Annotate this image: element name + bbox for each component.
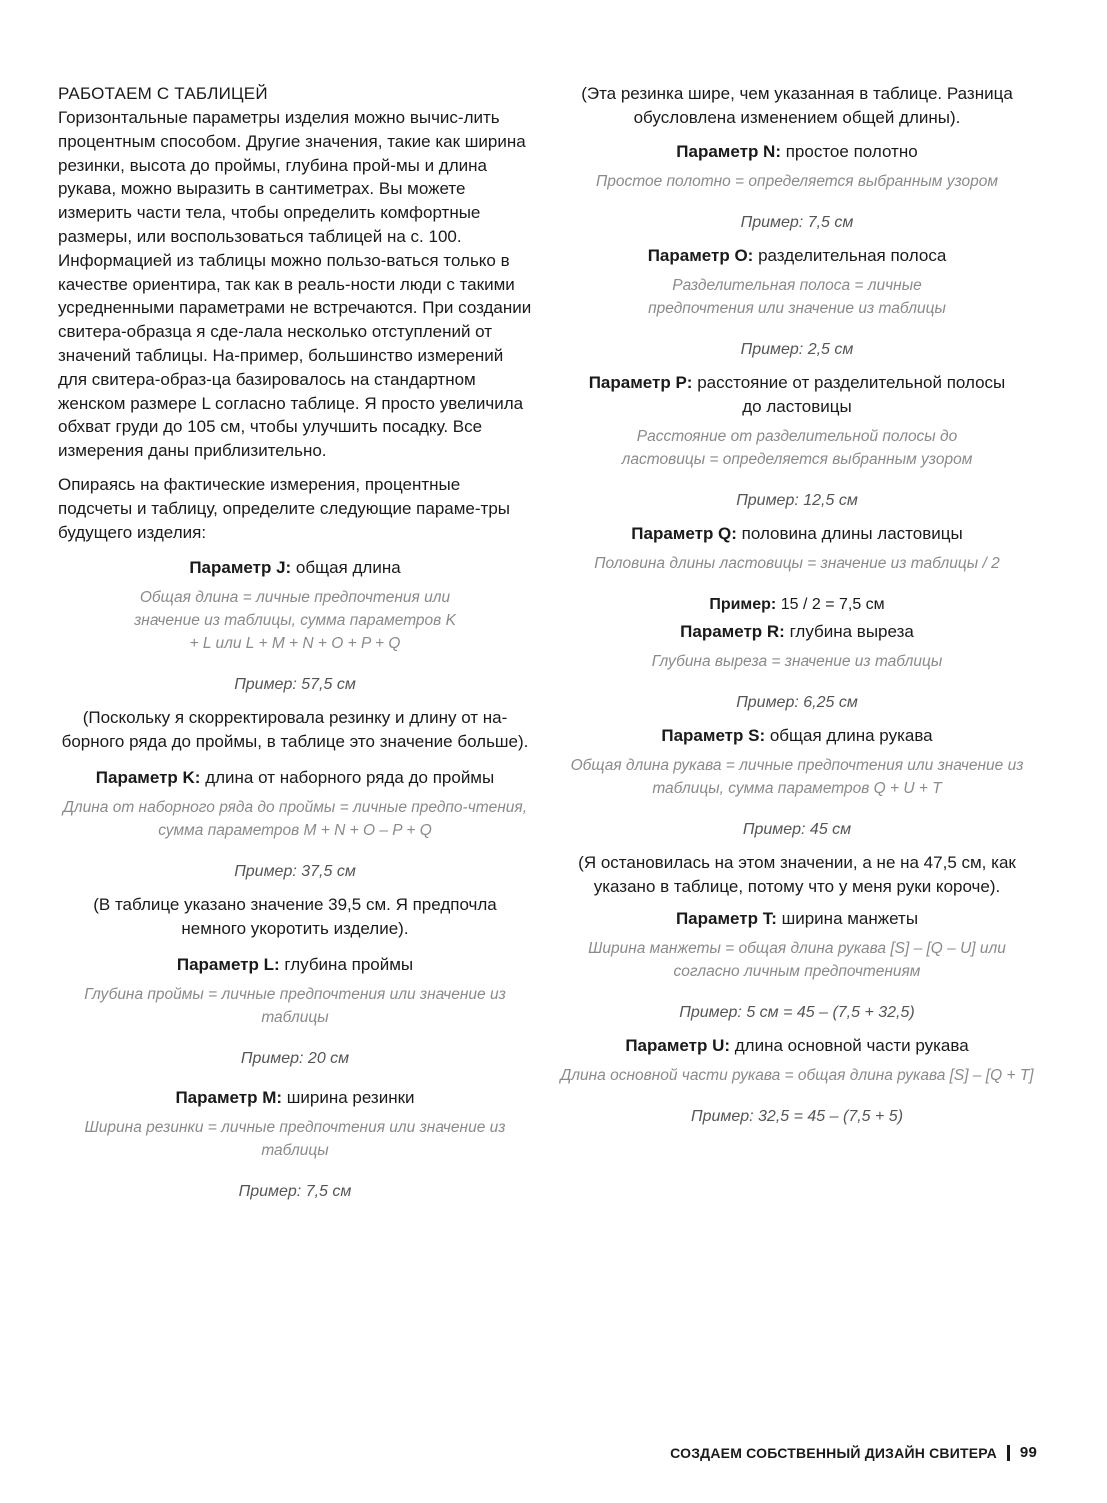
parameter-label: Параметр S: xyxy=(661,726,766,745)
parameter-name: половина длины ластовицы xyxy=(736,524,963,543)
continuation-note: (Эта резинка шире, чем указанная в таблице. Разница обусловлена изменением общей длины). xyxy=(581,84,1013,127)
parameter-label: Параметр K: xyxy=(95,768,201,788)
example-value: 15 / 2 = 7,5 см xyxy=(776,596,885,613)
parameter-name: ширина манжеты xyxy=(776,909,919,928)
parameter-formula: Глубина выреза = значение из таблицы xyxy=(651,653,943,670)
parameter-formula: Длина основной части рукава = общая длина рукава [S] – [Q + T] xyxy=(560,1067,1034,1084)
parameter-name: расстояние от разделительной полосы до ластовицы xyxy=(692,373,1006,416)
example-label: Пример: xyxy=(742,821,806,838)
example-label: Пример: xyxy=(690,1108,754,1125)
page-footer xyxy=(670,1444,1037,1461)
example-label: Пример: xyxy=(679,1004,742,1021)
parameter-label: Параметр O: xyxy=(647,246,754,265)
parameter-title xyxy=(58,953,532,977)
parameter-label: Параметр Q: xyxy=(631,524,737,543)
parameter-label: Параметр T: xyxy=(675,909,777,928)
parameter-formula: Общая длина рукава = личные предпочтения или значение из таблицы, сумма параметров Q + U + T xyxy=(570,757,1024,797)
parameter-label: Параметр R: xyxy=(680,622,785,641)
example-label: Пример: xyxy=(234,676,297,694)
example-value: 12,5 см xyxy=(798,492,858,509)
example-value: 20 см xyxy=(303,1050,350,1068)
parameter-j xyxy=(58,556,532,754)
parameter-title xyxy=(556,522,1038,546)
parameter-example xyxy=(556,211,1038,234)
example-label: Пример: xyxy=(740,214,804,231)
example-value: 7,5 см xyxy=(301,1183,352,1201)
parameter-formula: Длина от наборного ряда до проймы = личные предпо-чтения, сумма параметров M + N + O – P + Q xyxy=(62,799,528,840)
parameter-o xyxy=(556,244,1038,361)
parameter-p xyxy=(556,371,1038,512)
right-column xyxy=(556,82,1038,1128)
parameter-label: Параметр M: xyxy=(175,1088,283,1108)
parameter-title xyxy=(58,766,532,790)
example-label: Пример: xyxy=(736,492,799,509)
parameter-title xyxy=(556,620,1038,644)
parameter-title xyxy=(58,556,532,580)
parameter-k xyxy=(58,766,532,941)
example-label: Пример: xyxy=(709,596,777,613)
page-number: 99 xyxy=(1019,1444,1037,1461)
parameter-formula: Разделительная полоса = личные предпочтения или значение из таблицы xyxy=(648,277,946,317)
example-label: Пример: xyxy=(238,1183,302,1201)
parameter-note: (Я остановилась на этом значении, а не на 47,5 см, как указано в таблице, потому что у меня руки короче). xyxy=(578,853,1016,896)
parameter-example xyxy=(556,489,1038,512)
parameter-example xyxy=(556,593,1038,616)
parameter-l xyxy=(58,953,532,1070)
parameter-name: общая длина xyxy=(291,558,401,578)
example-value: 5 см = 45 – (7,5 + 32,5) xyxy=(741,1004,915,1021)
parameter-example xyxy=(58,1180,532,1203)
parameter-t xyxy=(556,907,1038,1024)
parameter-example xyxy=(58,860,532,883)
footer-divider xyxy=(1007,1445,1010,1461)
parameter-example xyxy=(556,1105,1038,1128)
parameter-formula: Ширина резинки = личные предпочтения или значение из таблицы xyxy=(84,1119,506,1160)
parameter-name: общая длина рукава xyxy=(765,726,933,745)
parameter-name: длина основной части рукава xyxy=(730,1036,969,1055)
parameter-s xyxy=(556,724,1038,899)
example-value: 57,5 см xyxy=(296,676,356,694)
parameter-q xyxy=(556,522,1038,616)
parameter-m xyxy=(58,1086,532,1203)
parameter-formula: Общая длина = личные предпочтения или значение из таблицы, сумма параметров K + L или L + M + N + O + P + Q xyxy=(134,589,456,653)
parameter-label: Параметр L: xyxy=(176,955,280,975)
parameter-example xyxy=(556,338,1038,361)
example-value: 37,5 см xyxy=(296,863,356,881)
parameter-title xyxy=(58,1086,532,1110)
parameter-name: ширина резинки xyxy=(282,1088,415,1108)
example-label: Пример: xyxy=(240,1050,304,1068)
example-value: 6,25 см xyxy=(798,694,858,711)
section-heading: РАБОТАЕМ С ТАБЛИЦЕЙ xyxy=(58,84,268,103)
parameter-formula: Ширина манжеты = общая длина рукава [S] – [Q – U] или согласно личным предпочтениям xyxy=(588,940,1006,980)
parameter-formula: Простое полотно = определяется выбранным узором xyxy=(596,173,998,190)
intro-paragraph: Горизонтальные параметры изделия можно вычис-лить процентным способом. Другие значения, такие как ширина резинки, высота до проймы, глубина прой-мы и длина рукава, можно выразить в сантиметрах. Вы можете измерить части тела, чтобы определить комфортные размеры, или воспользоваться таблицей на с. 100. Информацией из таблицы можно пользо-ваться только в качестве ориентира, так как в реаль-ности люди с такими усредненными параметрами не встречаются. При создании свитера-образца я сде-лала несколько отступлений от значений таблицы. На-пример, большинство измерений для свитера-образ-ца базировалось на стандартном женском размере L согласно таблице. Я просто увеличила обхват груди до 105 см, чтобы улучшить посадку. Все измерения даны приблизительно. xyxy=(58,108,532,461)
parameter-name: глубина проймы xyxy=(279,955,414,975)
example-value: 2,5 см xyxy=(803,341,854,358)
parameter-example xyxy=(556,818,1038,841)
parameter-label: Параметр J: xyxy=(189,558,292,578)
parameter-title xyxy=(556,1034,1038,1058)
parameter-u xyxy=(556,1034,1038,1128)
parameter-title xyxy=(556,371,1038,419)
instruction-paragraph: Опираясь на фактические измерения, процентные подсчеты и таблицу, определите следующие парамe-тры будущего изделия: xyxy=(58,474,510,542)
parameter-n xyxy=(556,140,1038,234)
parameter-name: разделительная полоса xyxy=(753,246,947,265)
parameter-name: глубина выреза xyxy=(784,622,914,641)
parameter-r xyxy=(556,620,1038,714)
parameter-example xyxy=(58,1047,532,1070)
example-value: 45 см xyxy=(805,821,852,838)
parameter-name: длина от наборного ряда до проймы xyxy=(200,768,495,788)
parameter-title xyxy=(556,907,1038,931)
example-label: Пример: xyxy=(736,694,799,711)
left-column xyxy=(58,82,532,1203)
parameter-note: (В таблице указано значение 39,5 см. Я предпочла немного укоротить изделие). xyxy=(93,895,497,939)
parameter-title xyxy=(556,140,1038,164)
example-label: Пример: xyxy=(234,863,297,881)
parameter-example xyxy=(556,691,1038,714)
parameter-formula: Половина длины ластовицы = значение из таблицы / 2 xyxy=(594,555,1000,572)
parameter-label: Параметр U: xyxy=(625,1036,731,1055)
running-title: СОЗДАЕМ СОБСТВЕННЫЙ ДИЗАЙН СВИТЕРА xyxy=(670,1444,997,1461)
example-value: 7,5 см xyxy=(803,214,854,231)
parameter-label: Параметр N: xyxy=(676,142,781,161)
example-value: 32,5 = 45 – (7,5 + 5) xyxy=(753,1108,904,1125)
example-label: Пример: xyxy=(740,341,804,358)
parameter-title xyxy=(556,724,1038,748)
parameter-example xyxy=(58,673,532,696)
parameter-name: простое полотно xyxy=(781,142,918,161)
parameter-formula: Расстояние от разделительной полосы до ластовицы = определяется выбранным узором xyxy=(621,428,973,468)
parameter-example xyxy=(556,1001,1038,1024)
parameter-label: Параметр P: xyxy=(588,373,693,392)
parameter-title xyxy=(556,244,1038,268)
parameter-formula: Глубина проймы = личные предпочтения или значение из таблицы xyxy=(84,986,506,1027)
parameter-note: (Поскольку я скорректировала резинку и длину от на-борного ряда до проймы, в таблице это значение больше). xyxy=(61,708,529,752)
